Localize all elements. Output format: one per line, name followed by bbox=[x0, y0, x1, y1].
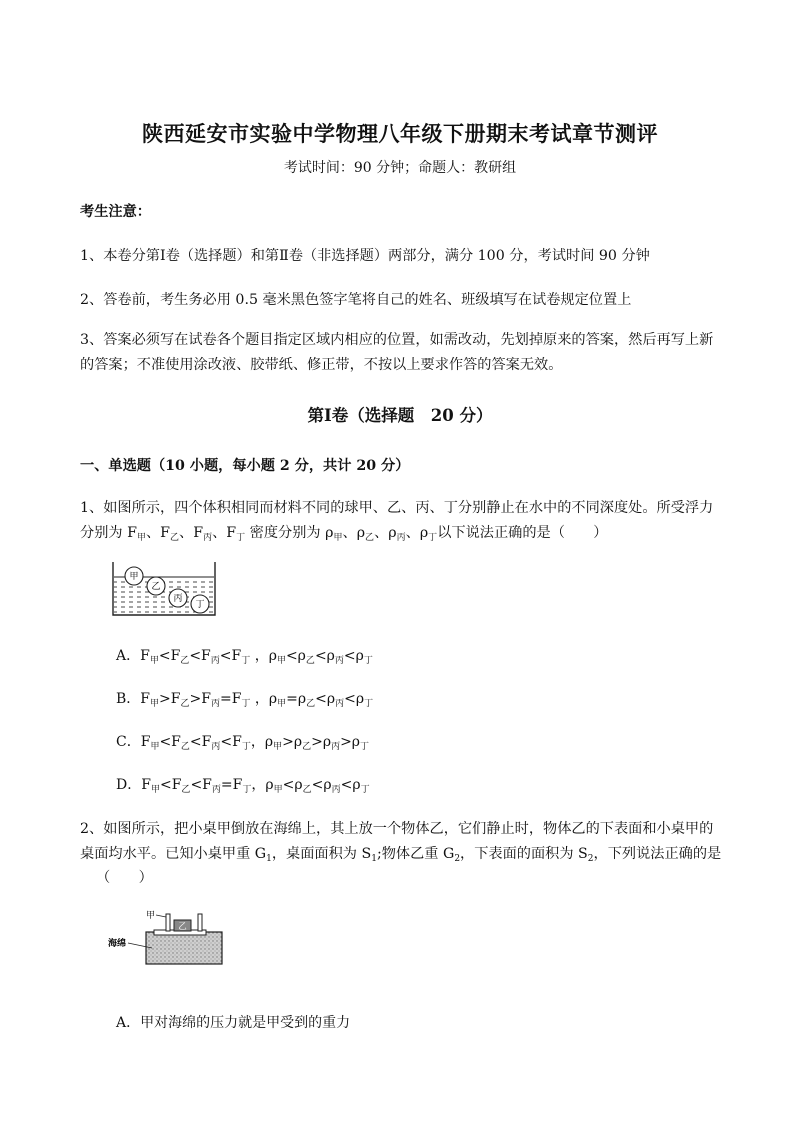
q2-answer-bracket: （ ） bbox=[96, 870, 153, 886]
q2-stem-line2: 桌面均水平。已知小桌甲重 $G_1$，桌面面积为 $S_1$;物体乙重 $G_2$，下表面的面积为 $S_2$，下列说法正确的是 bbox=[80, 846, 722, 864]
q1-stem-line2: 分别为 $F_甲$、$F_乙$、$F_丙$、$F_丁$ 密度分别为 $\rho_甲$、$\rho_乙$、$\rho_丙$、$\rho_丁$以下说法正确的是（ ） bbox=[80, 525, 608, 543]
q1-option-b[interactable]: B．$F_甲>F_乙>F_丙=F_丁$ ，$\rho_甲=\rho_乙<\rho_丙<\rho_丁$ bbox=[116, 691, 374, 709]
exam-title: 陕西延安市实验中学物理八年级下册期末考试章节测评 bbox=[142, 121, 658, 146]
exam-subtitle: 考试时间：90 分钟；命题人：教研组 bbox=[283, 160, 517, 176]
q2-option-a[interactable]: A．甲对海绵的压力就是甲受到的重力 bbox=[116, 1015, 351, 1031]
q2-stem-line1: 2、如图所示，把小桌甲倒放在海绵上，其上放一个物体乙，它们静止时，物体乙的下表面和小桌甲的 bbox=[80, 821, 714, 837]
part-heading: 一、单选题（10 小题，每小题 2 分，共计 20 分） bbox=[80, 458, 410, 474]
label-sponge: 海绵 bbox=[108, 939, 127, 949]
table-leg-left bbox=[166, 914, 170, 931]
q1-option-a[interactable]: A．$F_甲<F_乙<F_丙<F_丁$ ，$\rho_甲<\rho_乙<\rho_丙<\rho_丁$ bbox=[116, 648, 373, 666]
ball-label-jia: 甲 bbox=[129, 572, 139, 582]
notice-item-3-cont: 的答案；不准使用涂改液、胶带纸、修正带，不按以上要求作答的答案无效。 bbox=[80, 357, 563, 373]
notice-item-3: 3、答案必须写在试卷各个题目指定区域内相应的位置，如需改动，先划掉原来的答案，然后再写上新 bbox=[80, 332, 714, 348]
ball-label-bing: 丙 bbox=[173, 594, 183, 604]
notice-item-1: 1、本卷分第Ⅰ卷（选择题）和第Ⅱ卷（非选择题）两部分，满分 100 分，考试时间 90 分钟 bbox=[80, 248, 650, 264]
q1-water-tank-figure bbox=[112, 560, 216, 616]
table-leg-right bbox=[198, 914, 202, 931]
q1-stem-line1: 1、如图所示，四个体积相同而材料不同的球甲、乙、丙、丁分别静止在水中的不同深度处。所受浮力 bbox=[80, 500, 714, 516]
sponge-block bbox=[146, 932, 222, 964]
q1-option-c[interactable]: C．$F_甲<F_乙<F_丙<F_丁$，$\rho_甲>\rho_乙>\rho_丙>\rho_丁$ bbox=[116, 734, 370, 752]
q2-table-sponge-figure bbox=[108, 908, 228, 966]
ball-label-yi: 乙 bbox=[151, 582, 161, 592]
notice-heading: 考生注意： bbox=[80, 204, 151, 220]
q1-option-d[interactable]: D．$F_甲<F_乙<F_丙=F_丁$，$\rho_甲<\rho_乙<\rho_丙<\rho_丁$ bbox=[116, 777, 370, 795]
label-jia: 甲 bbox=[146, 911, 156, 921]
section-title: 第Ⅰ卷（选择题 20 分） bbox=[307, 406, 493, 425]
ball-label-ding: 丁 bbox=[195, 600, 205, 610]
notice-item-2: 2、答卷前，考生务必用 0.5 毫米黑色签字笔将自己的姓名、班级填写在试卷规定位置上 bbox=[80, 292, 632, 308]
object-yi-label: 乙 bbox=[178, 922, 187, 932]
